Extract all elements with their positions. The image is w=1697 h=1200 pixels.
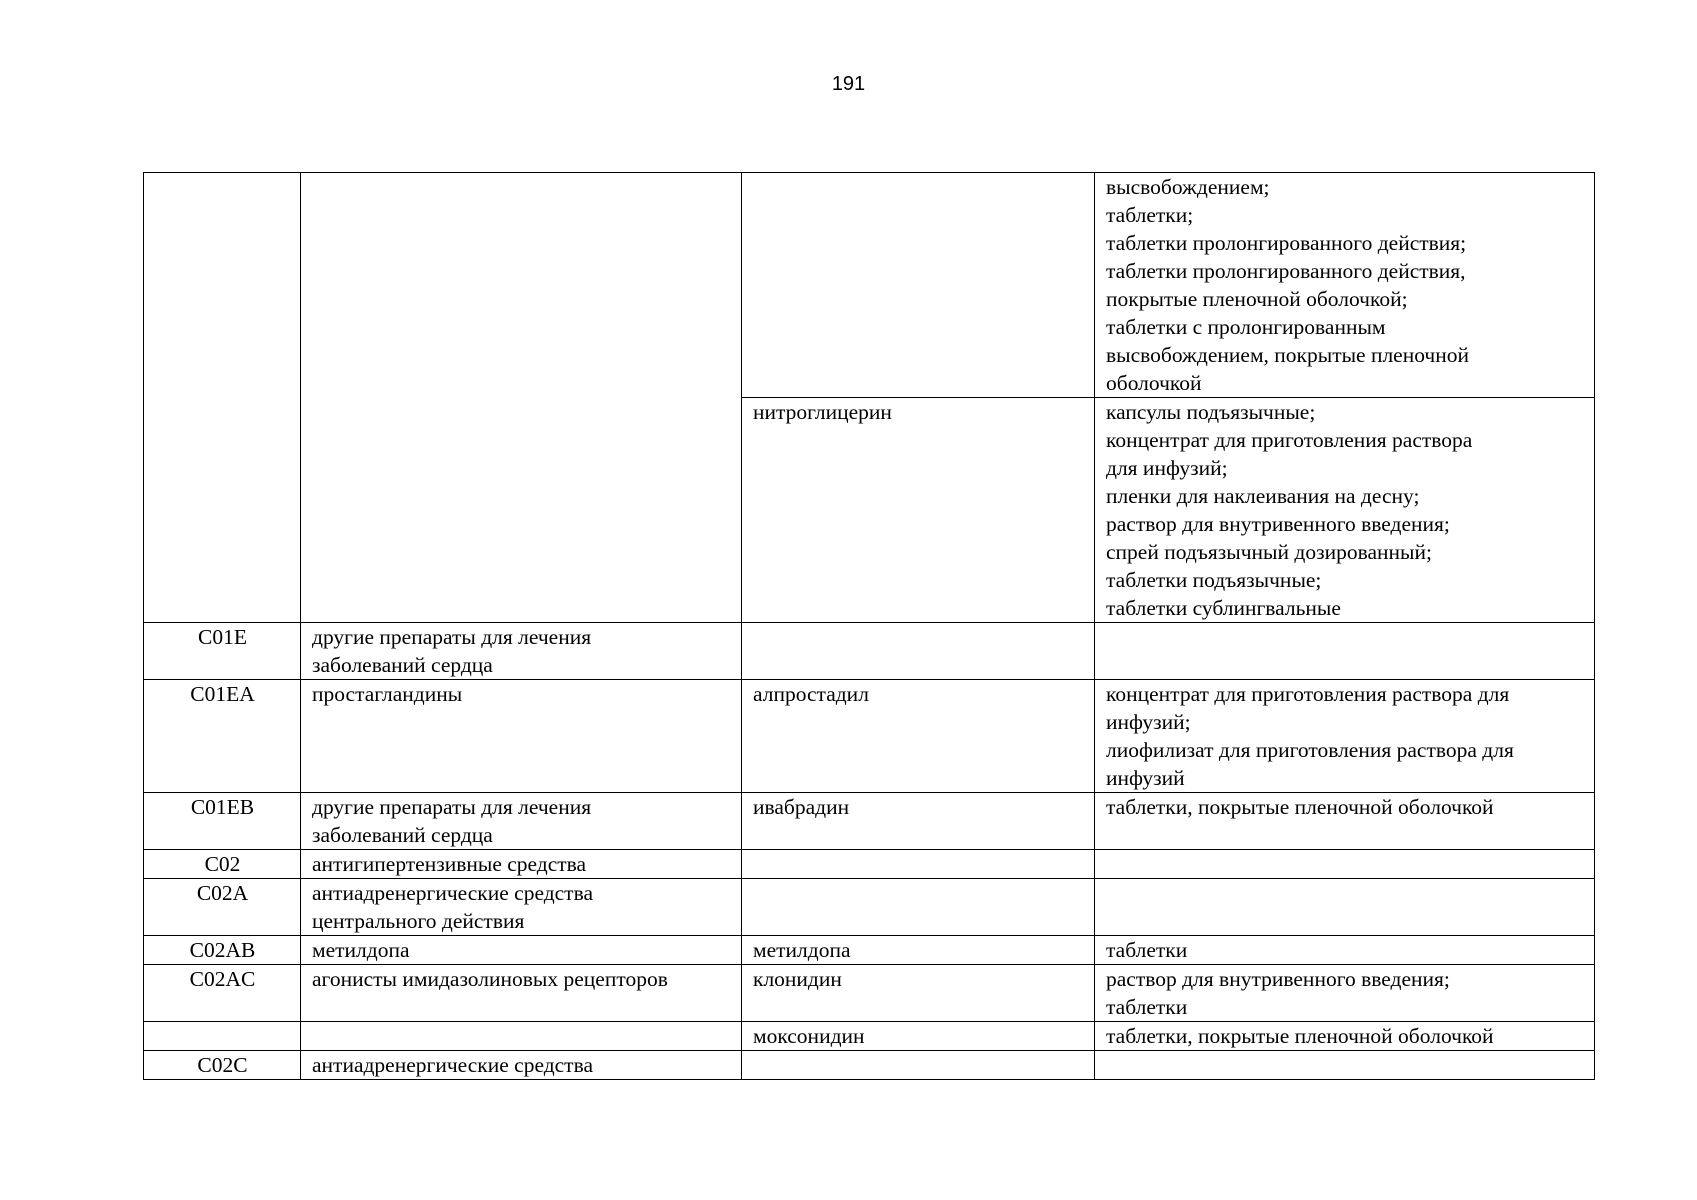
dosage-forms-cell: [1095, 793, 1595, 850]
dosage-forms-cell-line: таблетки: [1106, 995, 1188, 1019]
dosage-forms-cell-line: таблетки с пролонгированным: [1106, 315, 1386, 339]
dosage-forms-cell-line: таблетки пролонгированного действия;: [1106, 231, 1467, 255]
drug-name-cell: [742, 398, 1095, 623]
drug-name-cell-line: алпростадил: [753, 682, 869, 706]
dosage-forms-cell: [1095, 173, 1595, 398]
dosage-forms-cell-line: оболочкой: [1106, 371, 1202, 395]
drug-name-cell-line: метилдопа: [753, 938, 851, 962]
dosage-forms-cell-line: лиофилизат для приготовления раствора для: [1106, 738, 1514, 762]
group-cell: [301, 879, 742, 936]
drug-name-cell: [742, 793, 1095, 850]
table-row: [144, 965, 1595, 1022]
drug-name-cell: [742, 680, 1095, 793]
dosage-forms-cell: [1095, 850, 1595, 879]
drug-name-cell: [742, 1022, 1095, 1051]
table-row: [144, 936, 1595, 965]
dosage-forms-cell: [1095, 398, 1595, 623]
dosage-forms-cell-line: таблетки, покрытые пленочной оболочкой: [1106, 1024, 1494, 1048]
dosage-forms-cell-line: раствор для внутривенного введения;: [1106, 967, 1450, 991]
dosage-forms-cell: [1095, 680, 1595, 793]
drug-name-cell: [742, 879, 1095, 936]
drug-table: [143, 172, 1595, 1080]
atc-code-cell: C01EA: [144, 680, 301, 793]
dosage-forms-cell-line: раствор для внутривенного введения;: [1106, 512, 1450, 536]
group-cell: [301, 680, 742, 793]
dosage-forms-cell-line: таблетки подъязычные;: [1106, 568, 1322, 592]
drug-name-cell: [742, 936, 1095, 965]
group-cell: [301, 1022, 742, 1051]
table-row: [144, 850, 1595, 879]
dosage-forms-cell-line: высвобождением;: [1106, 175, 1270, 199]
dosage-forms-cell-line: высвобождением, покрытые пленочной: [1106, 343, 1470, 367]
group-cell: [301, 936, 742, 965]
atc-code-cell: C02C: [144, 1051, 301, 1080]
group-cell-line: метилдопа: [312, 938, 410, 962]
table-row: [144, 879, 1595, 936]
atc-code-cell: [144, 1022, 301, 1051]
table-body: [144, 173, 1595, 1080]
group-cell-line: антиадренергические средства: [312, 881, 593, 905]
drug-name-cell-line: моксонидин: [753, 1024, 865, 1048]
table-row: [144, 173, 1595, 398]
table-row: [144, 793, 1595, 850]
group-cell: [301, 793, 742, 850]
dosage-forms-cell-line: концентрат для приготовления раствора для: [1106, 682, 1510, 706]
dosage-forms-cell: [1095, 936, 1595, 965]
dosage-forms-cell: [1095, 623, 1595, 680]
drug-name-cell: [742, 965, 1095, 1022]
group-cell-line: заболеваний сердца: [312, 653, 493, 677]
drug-name-cell-line: ивабрадин: [753, 795, 850, 819]
atc-code-cell: C02A: [144, 879, 301, 936]
dosage-forms-cell-line: таблетки пролонгированного действия,: [1106, 259, 1466, 283]
group-cell: [301, 1051, 742, 1080]
dosage-forms-cell-line: таблетки сублингвальные: [1106, 596, 1341, 620]
drug-name-cell: [742, 850, 1095, 879]
table-row: [144, 623, 1595, 680]
atc-code-cell: C02AC: [144, 965, 301, 1022]
drug-name-cell: [742, 1051, 1095, 1080]
table-row: [144, 680, 1595, 793]
atc-code-cell: [144, 173, 301, 623]
group-cell-line: центрального действия: [312, 909, 525, 933]
group-cell-line: агонисты имидазолиновых рецепторов: [312, 967, 668, 991]
group-cell: [301, 173, 742, 623]
group-cell: [301, 850, 742, 879]
atc-code-cell: C01E: [144, 623, 301, 680]
dosage-forms-cell: [1095, 879, 1595, 936]
dosage-forms-cell-line: для инфузий;: [1106, 456, 1228, 480]
atc-code-cell: C02AB: [144, 936, 301, 965]
dosage-forms-cell: [1095, 1051, 1595, 1080]
table-row: [144, 1022, 1595, 1051]
group-cell-line: другие препараты для лечения: [312, 625, 592, 649]
dosage-forms-cell-line: таблетки: [1106, 938, 1188, 962]
dosage-forms-cell-line: таблетки;: [1106, 203, 1194, 227]
drug-name-cell-line: клонидин: [753, 967, 842, 991]
drug-name-cell: [742, 173, 1095, 398]
dosage-forms-cell-line: покрытые пленочной оболочкой;: [1106, 287, 1408, 311]
atc-code-cell: C01EB: [144, 793, 301, 850]
dosage-forms-cell-line: инфузий;: [1106, 710, 1191, 734]
drug-name-cell: [742, 623, 1095, 680]
group-cell-line: антигипертензивные средства: [312, 852, 587, 876]
group-cell-line: антиадренергические средства: [312, 1053, 593, 1077]
dosage-forms-cell-line: концентрат для приготовления раствора: [1106, 428, 1473, 452]
group-cell-line: другие препараты для лечения: [312, 795, 592, 819]
dosage-forms-cell-line: таблетки, покрытые пленочной оболочкой: [1106, 795, 1494, 819]
atc-code-cell: C02: [144, 850, 301, 879]
group-cell: [301, 965, 742, 1022]
drug-name-cell-line: нитроглицерин: [753, 400, 892, 424]
dosage-forms-cell-line: спрей подъязычный дозированный;: [1106, 540, 1432, 564]
page-number: 191: [831, 73, 866, 95]
table-row: [144, 1051, 1595, 1080]
dosage-forms-cell: [1095, 1022, 1595, 1051]
dosage-forms-cell-line: пленки для наклеивания на десну;: [1106, 484, 1420, 508]
group-cell: [301, 623, 742, 680]
dosage-forms-cell-line: капсулы подъязычные;: [1106, 400, 1316, 424]
dosage-forms-cell-line: инфузий: [1106, 766, 1185, 790]
group-cell-line: простагландины: [312, 682, 463, 706]
group-cell-line: заболеваний сердца: [312, 823, 493, 847]
dosage-forms-cell: [1095, 965, 1595, 1022]
